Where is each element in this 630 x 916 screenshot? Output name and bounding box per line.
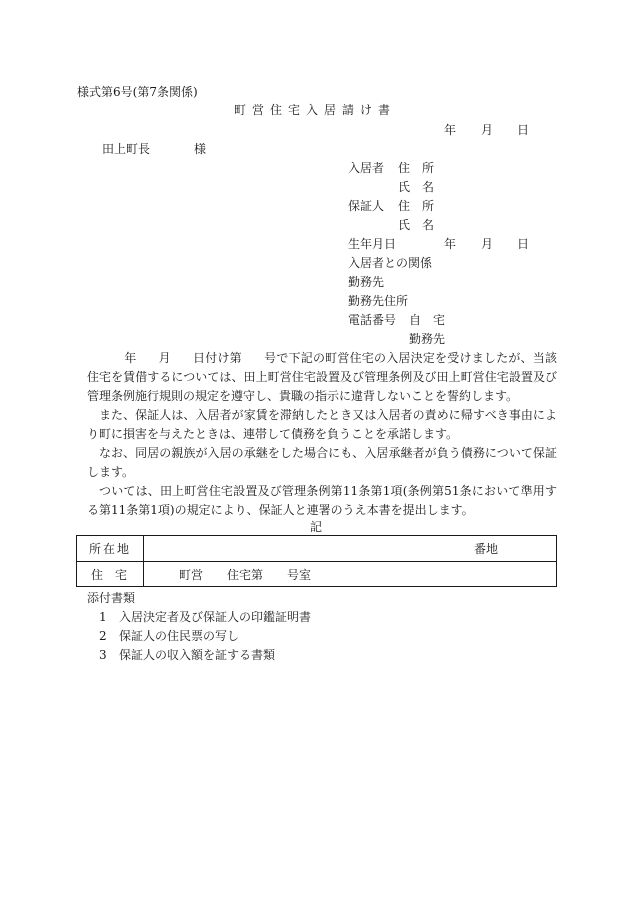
housing-room: 号室 <box>287 568 312 582</box>
guarantor-address-label: 住 所 <box>398 199 435 213</box>
p1-day: 日付け第 <box>192 351 242 365</box>
location-label: 所在地 <box>89 542 132 556</box>
attachments-heading: 添付書類 <box>87 591 136 605</box>
attachment-number: 2 <box>99 629 107 643</box>
birth-year: 年 <box>444 237 457 251</box>
attachment-number: 3 <box>99 648 107 662</box>
guarantor-name-label: 氏 名 <box>398 218 435 232</box>
housing-label: 住 宅 <box>91 568 128 582</box>
attachment-item: 保証人の住民票の写し <box>119 629 240 643</box>
tenant-name-label: 氏 名 <box>398 180 435 194</box>
birth-month: 月 <box>481 237 494 251</box>
p1-rest: 号で下記の町営住宅の入居決定を受けましたが、当該住宅を賃借するについては、田上町営住宅設置及び管理条例及び田上町営住宅設置及び管理条例施行規則の規定を遵守し、貴職の指示に違背しないことを誓約します。 <box>87 351 557 403</box>
date-year: 年 <box>444 123 457 137</box>
form-number: 様式第6号(第7条関係) <box>77 85 198 99</box>
relation-label: 入居者との関係 <box>348 256 433 270</box>
body-paragraph-3: なお、同居の親族が入居の承継をした場合にも、入居承継者が負う債務について保証します。 <box>87 446 557 479</box>
birth-date-label: 生年月日 <box>348 237 397 251</box>
workplace-address-label: 勤務先住所 <box>348 294 409 308</box>
guarantor-label: 保証人 <box>348 199 385 213</box>
housing-town: 町営 <box>179 568 204 582</box>
document-title: 町営住宅入居請け書 <box>234 103 397 117</box>
phone-label: 電話番号 <box>348 313 397 327</box>
ki-heading: 記 <box>310 520 323 534</box>
attachment-item: 入居決定者及び保証人の印鑑証明書 <box>119 610 312 624</box>
table-column-divider <box>143 536 144 586</box>
body-paragraph-2: また、保証人は、入居者が家賃を滞納したとき又は入居者の責めに帰すべき事由により町に損害を与えたときは、連帯して債務を負うことを承諾します。 <box>87 408 557 441</box>
housing-table <box>76 535 557 587</box>
phone-work-label: 勤務先 <box>409 332 446 346</box>
tenant-label: 入居者 <box>348 161 385 175</box>
housing-number: 住宅第 <box>227 568 264 582</box>
date-day: 日 <box>517 123 530 137</box>
date-month: 月 <box>481 123 494 137</box>
tenant-address-label: 住 所 <box>398 161 435 175</box>
attachment-number: 1 <box>99 610 107 624</box>
body-paragraph-4: ついては、田上町営住宅設置及び管理条例第11条第1項(条例第51条において準用する第11条第1項)の規定により、保証人と連署のうえ本書を提出します。 <box>87 484 557 517</box>
addressee-name: 田上町長 <box>102 142 151 156</box>
birth-day: 日 <box>517 237 530 251</box>
attachment-item: 保証人の収入額を証する書類 <box>119 648 276 662</box>
phone-home-label: 自 宅 <box>409 313 446 327</box>
addressee-honorific: 様 <box>194 142 207 156</box>
p1-month: 月 <box>158 351 171 365</box>
body-paragraph-1 <box>87 349 557 406</box>
location-suffix: 番地 <box>474 542 499 556</box>
p1-year: 年 <box>124 351 137 365</box>
workplace-label: 勤務先 <box>348 275 385 289</box>
table-row-divider <box>77 561 556 562</box>
